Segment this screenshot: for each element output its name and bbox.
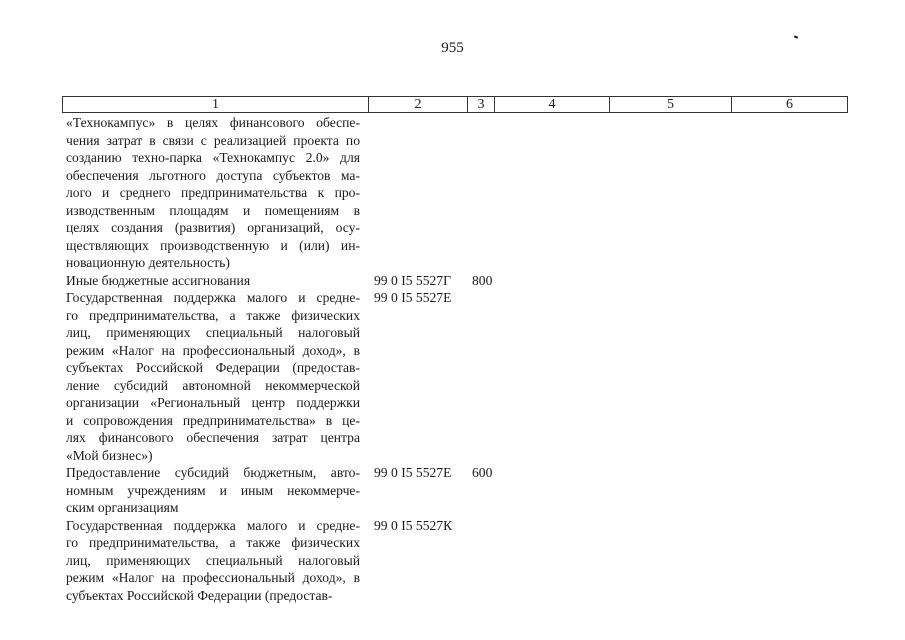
description-line: Государственная поддержка малого и средне- — [66, 290, 360, 305]
header-col-4: 4 — [495, 97, 610, 112]
description-line: режим «Налог на профессиональный доход», в — [66, 570, 360, 585]
description-line: чения затрат в связи с реализацией проекта по — [66, 132, 360, 148]
row-code: 99 0 I5 5527Г — [374, 272, 451, 288]
header-col-6: 6 — [786, 97, 793, 112]
description-line: ществляющих производственную и (или) ин- — [66, 237, 360, 253]
description-line: лого и среднего предпринимательства к про- — [66, 185, 360, 200]
description-line: «Мой бизнес») — [66, 447, 153, 463]
description-line: ление субсидий автономной некоммерческой — [66, 377, 360, 393]
description-line: организации «Региональный центр поддержки — [66, 395, 360, 410]
description-line: лях финансового обеспечения затрат центра — [66, 430, 360, 445]
row-description — [66, 464, 360, 517]
scan-speck — [794, 35, 798, 38]
header-col-1: 1 — [63, 97, 369, 112]
description-line: ским организациям — [66, 500, 179, 515]
row-description — [66, 272, 360, 290]
row-code: 99 0 I5 5527К — [374, 517, 453, 533]
description-line: изводственным площадям и помещениям в — [66, 202, 360, 218]
description-line: го предпринимательства, а также физических — [66, 307, 360, 323]
row-description — [66, 517, 360, 605]
header-col-2: 2 — [369, 97, 468, 112]
row-description — [66, 289, 360, 464]
row-description — [66, 114, 360, 272]
description-line: субъектах Российской Федерации (предостав- — [66, 587, 333, 603]
description-line: созданию техно-парка «Технокампус 2.0» для — [66, 150, 360, 165]
description-line: режим «Налог на профессиональный доход», в — [66, 342, 360, 358]
description-line: Предоставление субсидий бюджетным, авто- — [66, 465, 360, 480]
description-line: номным учреждениям и иным некоммерче- — [66, 482, 360, 498]
description-line: обеспечения льготного доступа субъектов ма- — [66, 167, 360, 183]
table-header — [62, 96, 848, 113]
row-code: 99 0 I5 5527Е — [374, 465, 452, 480]
description-line: «Технокампус» в целях финансового обеспе- — [66, 115, 360, 130]
description-line: субъектах Российской Федерации (предостав- — [66, 360, 360, 375]
description-line: го предпринимательства, а также физических — [66, 535, 360, 550]
row-expense-type: 600 — [472, 465, 493, 480]
header-col-5: 5 — [610, 97, 732, 112]
page-number: 955 — [441, 40, 464, 56]
header-col-3: 3 — [468, 97, 495, 112]
description-line: новационную деятельность) — [66, 255, 230, 270]
description-line: лиц, применяющих специальный налоговый — [66, 552, 360, 568]
row-code: 99 0 I5 5527Е — [374, 290, 452, 305]
description-line: Иные бюджетные ассигнования — [66, 272, 251, 288]
description-line: Государственная поддержка малого и средне- — [66, 517, 360, 533]
row-expense-type: 800 — [472, 272, 493, 288]
description-line: целях создания (развития) организаций, осу- — [66, 220, 360, 235]
description-line: лиц, применяющих специальный налоговый — [66, 325, 360, 340]
description-line: и сопровождения предпринимательства» в це- — [66, 412, 360, 428]
